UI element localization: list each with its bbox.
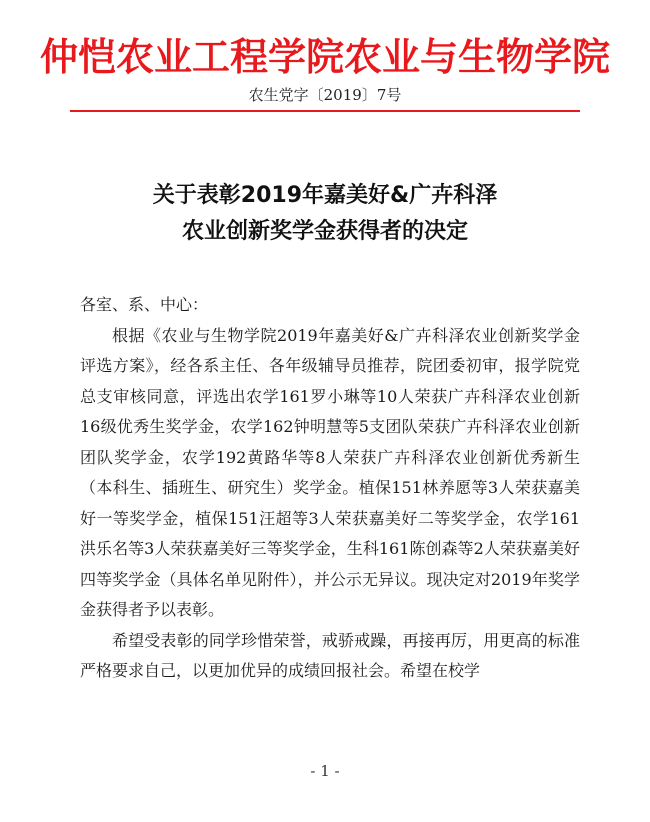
institution-header: 仲恺农业工程学院农业与生物学院 — [39, 35, 610, 79]
body-paragraph-1: 根据《农业与生物学院2019年嘉美好&广卉科泽农业创新奖学金评选方案》，经各系主任、各年级辅导员推荐，院团委初审，报学院党总支审核同意，评选出农学161罗小琳等10人荣获广卉科泽农业创新16级优秀生奖学金，农学162钟明慧等5支团队荣获广卉科泽农业创新团队奖学金，农学192黄路华等8人荣获广卉科泽农业创新优秀新生（本科生、插班生、研究生）奖学金。植保151林养愿等3人荣获嘉美好一等奖学金，植保151汪超等3人荣获嘉美好二等奖学金，农学161洪乐名等3人荣获嘉美好三等奖学金，生科161陈创森等2人荣获嘉美好四等奖学金（具体名单见附件），并公示无异议。现决定对2019年奖学金获得者予以表彰。 — [80, 325, 580, 619]
document-title-line-1: 关于表彰2019年嘉美好&广卉科泽 — [152, 183, 498, 208]
body-paragraph-2: 希望受表彰的同学珍惜荣誉，戒骄戒躁，再接再厉，用更高的标准严格要求自己，以更加优异的成绩回报社会。希望在校学 — [80, 630, 580, 680]
document-number: 农生党字〔2019〕7号 — [248, 86, 402, 104]
salutation: 各室、系、中心： — [80, 295, 209, 314]
document-title-line-2: 农业创新奖学金获得者的决定 — [181, 219, 468, 244]
red-divider-rule — [70, 110, 580, 112]
document-body — [80, 290, 580, 687]
page-number: - 1 - — [310, 762, 340, 780]
